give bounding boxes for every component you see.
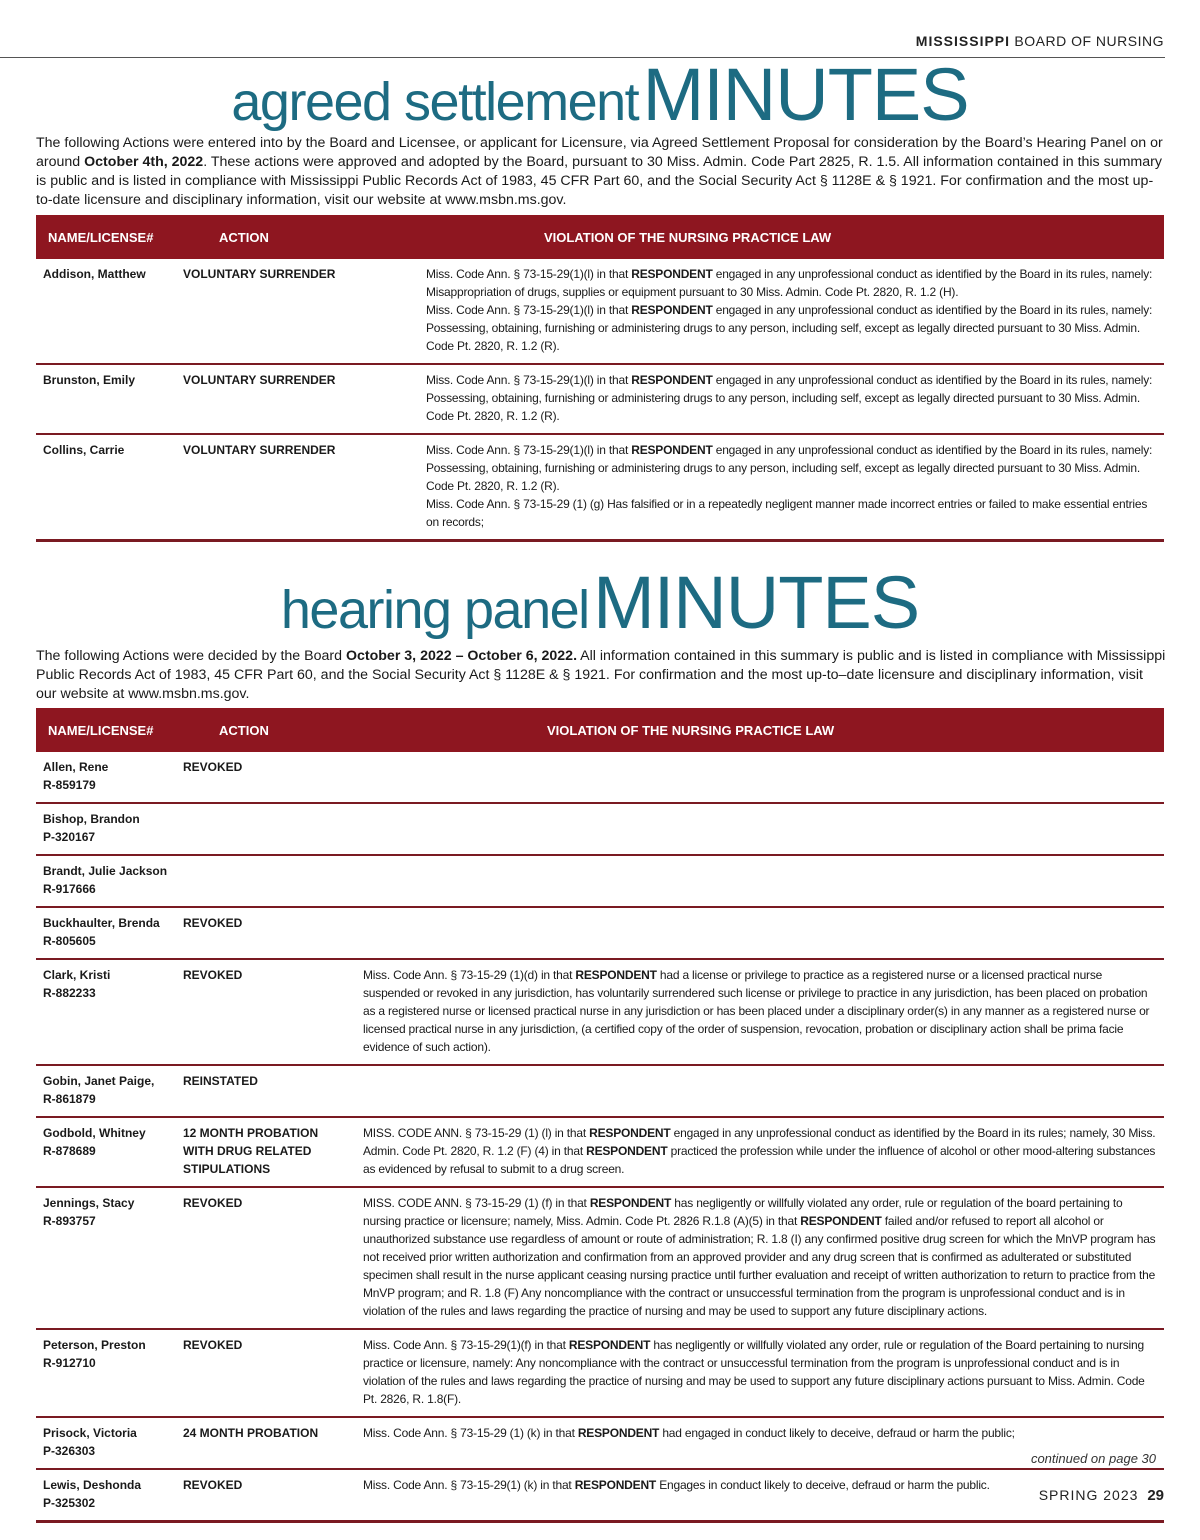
violation-paragraph bbox=[426, 301, 1158, 355]
intro-text: . These actions were approved and adopted by the Board, pursuant to 30 Miss. Admin. Code Part 2825, R. 1.5. All information contained in this summary is public and is listed in compliance with Mississippi Public Records Act of 1983, 45 CFR Part 60, and the Social Security Act § 1128E & § 1921. For confirmation and the most up-to-date licensure and disciplinary information, visit our website at www.msbn.ms.gov. bbox=[36, 154, 1162, 208]
violation-cell bbox=[363, 1187, 1164, 1329]
column-header-violation: VIOLATION OF THE NURSING PRACTICE LAW bbox=[363, 708, 1164, 752]
agreed-title-small: agreed settlement bbox=[231, 72, 639, 132]
action-cell bbox=[177, 803, 363, 855]
violation-cell bbox=[363, 907, 1164, 959]
action-text: REVOKED bbox=[183, 1196, 243, 1210]
action-cell bbox=[177, 364, 426, 434]
action-cell bbox=[177, 1187, 363, 1329]
licensee-name: Jennings, Stacy bbox=[43, 1196, 135, 1210]
licensee-name: Brunston, Emily bbox=[43, 373, 136, 387]
respondent-label: RESPONDENT bbox=[586, 1144, 668, 1158]
licensee-name: Allen, Rene bbox=[43, 760, 109, 774]
name-cell bbox=[36, 907, 177, 959]
table-row bbox=[36, 752, 1164, 803]
violation-cell bbox=[363, 1065, 1164, 1117]
org-name-rest: BOARD OF NURSING bbox=[1014, 33, 1164, 49]
licensee-name: Brandt, Julie Jackson bbox=[43, 864, 168, 878]
action-text: REVOKED bbox=[183, 1478, 243, 1492]
violation-text: had engaged in conduct likely to deceive, defraud or harm the public; bbox=[659, 1426, 1015, 1440]
violation-paragraph bbox=[363, 1124, 1158, 1178]
violation-cell bbox=[363, 1117, 1164, 1187]
violation-paragraph bbox=[426, 495, 1158, 531]
violation-text: Miss. Code Ann. § 73-15-29(1)(l) in that bbox=[426, 373, 632, 387]
hearing-intro-paragraph bbox=[36, 647, 1166, 704]
violation-paragraph bbox=[363, 1336, 1158, 1408]
violation-paragraph bbox=[426, 441, 1158, 495]
violation-text: Miss. Code Ann. § 73-15-29 (1) (k) in that bbox=[363, 1426, 578, 1440]
table-row bbox=[36, 803, 1164, 855]
intro-date-emphasis: October 3, 2022 – October 6, 2022. bbox=[345, 648, 578, 664]
continued-note: continued on page 30 bbox=[1030, 1451, 1156, 1466]
respondent-label: RESPONDENT bbox=[800, 1214, 882, 1228]
action-cell bbox=[177, 752, 363, 803]
table-row bbox=[36, 855, 1164, 907]
license-number: R-912710 bbox=[43, 1356, 96, 1370]
violation-text: Miss. Code Ann. § 73-15-29(1)(l) in that bbox=[426, 303, 632, 317]
violation-text: MISS. CODE ANN. § 73-15-29 (1) (f) in that bbox=[363, 1196, 590, 1210]
licensee-name: Clark, Kristi bbox=[43, 968, 111, 982]
licensee-name: Collins, Carrie bbox=[43, 443, 125, 457]
violation-paragraph bbox=[426, 265, 1158, 301]
license-number: P-325302 bbox=[43, 1496, 96, 1510]
violation-text: Miss. Code Ann. § 73-15-29 (1) (g) Has falsified or in a repeatedly negligent manner made incorrect entries or failed to make essential entries on records; bbox=[426, 497, 1148, 529]
column-header-action: ACTION bbox=[177, 708, 363, 752]
violation-text: Miss. Code Ann. § 73-15-29(1)(l) in that bbox=[426, 267, 632, 281]
violation-cell bbox=[363, 1329, 1164, 1417]
name-cell bbox=[36, 364, 177, 434]
table-row bbox=[36, 1187, 1164, 1329]
violation-text: practiced the profession while under the influence of alcohol or other mood-altering substances as evidenced by refusal to submit to a drug screen. bbox=[363, 1144, 1156, 1176]
violation-paragraph bbox=[426, 371, 1158, 425]
licensee-name: Bishop, Brandon bbox=[43, 812, 140, 826]
agreed-intro-paragraph bbox=[36, 134, 1166, 210]
action-text: VOLUNTARY SURRENDER bbox=[183, 443, 336, 457]
violation-paragraph bbox=[363, 1424, 1158, 1442]
hearing-panel-table bbox=[36, 708, 1164, 1523]
violation-text: MISS. CODE ANN. § 73-15-29 (1) (l) in that bbox=[363, 1126, 590, 1140]
respondent-label: RESPONDENT bbox=[577, 1426, 660, 1440]
violation-text: has negligently or willfully violated any order, rule or regulation of the board pertaining to nursing practice or licensure; namely, Miss. Admin. Code Pt. 2826 R.1.8 (A)(5) in that bbox=[363, 1196, 1123, 1228]
table-row bbox=[36, 907, 1164, 959]
column-header-name: NAME/LICENSE# bbox=[36, 215, 177, 259]
publication-header bbox=[916, 33, 1164, 49]
action-text: REINSTATED bbox=[183, 1074, 258, 1088]
hearing-header-row bbox=[36, 708, 1164, 752]
violation-cell bbox=[363, 803, 1164, 855]
name-cell bbox=[36, 1469, 177, 1522]
violation-cell bbox=[426, 364, 1164, 434]
action-text: VOLUNTARY SURRENDER bbox=[183, 373, 336, 387]
violation-text: failed and/or refused to report all alcohol or unauthorized substance use regardless of amount or route of administration; R. 1.8 (I) any confirmed positive drug screen for which the MnVP program has not received prior written authorization and confirmation from an approved provider and any drug screen that is confirmed as adulterated or substituted specimen shall result in the nurse applicant ceasing nursing practice until further evaluation and receipt of written authorization to return to practice from the MnVP program; and R. 1.8 (F) Any noncompliance with the contract or unsuccessful termination from the program is unprofessional conduct and is in violation of the rules and laws regarding the practice of nursing and may be used to support any future disciplinary actions. bbox=[363, 1214, 1156, 1318]
action-text: REVOKED bbox=[183, 916, 243, 930]
license-number: R-878689 bbox=[43, 1144, 96, 1158]
action-cell bbox=[177, 959, 363, 1065]
agreed-header-row bbox=[36, 215, 1164, 259]
licensee-name: Addison, Matthew bbox=[43, 267, 146, 281]
respondent-label: RESPONDENT bbox=[631, 443, 713, 457]
respondent-label: RESPONDENT bbox=[574, 1478, 657, 1492]
licensee-name: Gobin, Janet Paige, bbox=[43, 1074, 155, 1088]
respondent-label: RESPONDENT bbox=[631, 373, 713, 387]
violation-text: had a license or privilege to practice as a registered nurse or a licensed practical nurse suspended or revoked in any jurisdiction, has voluntarily surrendered such license or privilege to practice in any jurisdiction, has been placed on probation as a registered nurse or licensed practical nurse in any jurisdiction or has been placed under a disciplinary order(s) in any manner as a registered nurse or licensed practical nurse in any jurisdiction, (a certified copy of the order of suspension, revocation, probation or disciplinary action shall be prima facie evidence of such action). bbox=[363, 968, 1150, 1054]
licensee-name: Lewis, Deshonda bbox=[43, 1478, 142, 1492]
name-cell bbox=[36, 752, 177, 803]
action-text: 12 MONTH PROBATION WITH DRUG RELATED STIPULATIONS bbox=[183, 1126, 319, 1176]
agreed-title-big: MINUTES bbox=[642, 53, 969, 136]
table-row bbox=[36, 1117, 1164, 1187]
intro-date-emphasis: October 4th, 2022 bbox=[84, 154, 204, 170]
violation-cell bbox=[426, 259, 1164, 364]
action-cell bbox=[177, 907, 363, 959]
table-row bbox=[36, 1469, 1164, 1522]
violation-cell bbox=[426, 434, 1164, 541]
action-text: VOLUNTARY SURRENDER bbox=[183, 267, 336, 281]
org-name-bold: MISSISSIPPI bbox=[915, 33, 1011, 49]
issue-season: SPRING 2023 bbox=[1038, 1487, 1139, 1503]
violation-text: engaged in any unprofessional conduct as identified by the Board in its rules, namely: Possessing, obtaining, furnishing or administering drugs to any person, including self, except as legally directed pursuant to 30 Miss. Admin. Code Pt. 2820, R. 1.2 (R). bbox=[426, 303, 1153, 353]
violation-text: Miss. Code Ann. § 73-15-29(1)(f) in that bbox=[363, 1338, 569, 1352]
violation-text: has negligently or willfully violated any order, rule or regulation of the Board pertaining to nursing practice or licensure, namely: Any noncompliance with the contract or unsuccessful termination from the program is unprofessional conduct and is in violation of the rules and laws regarding the practice of nursing and may be used to support any future disciplinary actions pursuant to Miss. Admin. Code Pt. 2826, R. 1.8(F). bbox=[363, 1338, 1145, 1406]
violation-text: Miss. Code Ann. § 73-15-29(1)(l) in that bbox=[426, 443, 632, 457]
respondent-label: RESPONDENT bbox=[589, 1196, 672, 1210]
violation-text: Miss. Code Ann. § 73-15-29(1) (k) in that bbox=[363, 1478, 575, 1492]
hearing-title-big: MINUTES bbox=[593, 561, 920, 644]
violation-cell bbox=[363, 752, 1164, 803]
violation-text: Miss. Code Ann. § 73-15-29 (1)(d) in that bbox=[363, 968, 576, 982]
page-footer bbox=[1039, 1487, 1164, 1504]
intro-text: The following Actions were decided by the Board bbox=[36, 648, 346, 664]
violation-text: engaged in any unprofessional conduct as identified by the Board in its rules; namely, 30 Miss. Admin. Code Pt. 2820, R. 1.2 (F) (4) in that bbox=[363, 1126, 1156, 1158]
action-text: 24 MONTH PROBATION bbox=[183, 1426, 319, 1440]
table-row bbox=[36, 364, 1164, 434]
name-cell bbox=[36, 1329, 177, 1417]
violation-paragraph bbox=[363, 1194, 1158, 1320]
violation-text: engaged in any unprofessional conduct as identified by the Board in its rules, namely: Possessing, obtaining, furnishing or administering drugs to any person, including self, except as legally directed pursuant to 30 Miss. Admin. Code Pt. 2820, R. 1.2 (R). bbox=[426, 373, 1153, 423]
violation-paragraph bbox=[363, 966, 1158, 1056]
licensee-name: Prisock, Victoria bbox=[43, 1426, 137, 1440]
action-cell bbox=[177, 1417, 363, 1469]
violation-text: engaged in any unprofessional conduct as identified by the Board in its rules, namely: Misappropriation of drugs, supplies or equipment pursuant to 30 Miss. Admin. Code Pt. 2820, R. 1.2 (H). bbox=[426, 267, 1153, 299]
action-cell bbox=[177, 855, 363, 907]
license-number: R-859179 bbox=[43, 778, 96, 792]
name-cell bbox=[36, 434, 177, 541]
agreed-settlement-table bbox=[36, 215, 1164, 542]
table-row bbox=[36, 259, 1164, 364]
agreed-settlement-title bbox=[0, 52, 1200, 137]
table-row bbox=[36, 434, 1164, 541]
hearing-panel-title bbox=[0, 560, 1200, 645]
licensee-name: Peterson, Preston bbox=[43, 1338, 146, 1352]
name-cell bbox=[36, 1117, 177, 1187]
respondent-label: RESPONDENT bbox=[631, 303, 713, 317]
intro-text: All information contained in this summary is public and is listed in compliance with Mississippi Public Records Act of 1983, 45 CFR Part 60, and the Social Security Act § 1128E & § 1921. For confirmation and the most up-to–date licensure and disciplinary information, visit our website at www.msbn.ms.gov. bbox=[36, 648, 1166, 702]
name-cell bbox=[36, 1417, 177, 1469]
table-row bbox=[36, 959, 1164, 1065]
name-cell bbox=[36, 959, 177, 1065]
licensee-name: Buckhaulter, Brenda bbox=[43, 916, 160, 930]
table-row bbox=[36, 1065, 1164, 1117]
action-cell bbox=[177, 1329, 363, 1417]
respondent-label: RESPONDENT bbox=[631, 267, 713, 281]
page-number: 29 bbox=[1147, 1487, 1164, 1504]
action-cell bbox=[177, 1117, 363, 1187]
action-cell bbox=[177, 259, 426, 364]
action-cell bbox=[177, 434, 426, 541]
license-number: R-805605 bbox=[43, 934, 96, 948]
license-number: R-893757 bbox=[43, 1214, 96, 1228]
licensee-name: Godbold, Whitney bbox=[43, 1126, 146, 1140]
violation-cell bbox=[363, 959, 1164, 1065]
hearing-title-small: hearing panel bbox=[280, 580, 589, 640]
action-cell bbox=[177, 1065, 363, 1117]
intro-text: The following Actions were entered into by the Board and Licensee, or applicant for Licensure, via Agreed Settlement Proposal for consideration by the Board’s Hearing Panel on or around bbox=[36, 135, 1163, 170]
name-cell bbox=[36, 259, 177, 364]
column-header-name: NAME/LICENSE# bbox=[36, 708, 177, 752]
action-cell bbox=[177, 1469, 363, 1522]
name-cell bbox=[36, 855, 177, 907]
column-header-violation: VIOLATION OF THE NURSING PRACTICE LAW bbox=[426, 215, 1164, 259]
table-row bbox=[36, 1329, 1164, 1417]
license-number: P-326303 bbox=[43, 1444, 96, 1458]
license-number: R-861879 bbox=[43, 1092, 96, 1106]
column-header-action: ACTION bbox=[177, 215, 426, 259]
respondent-label: RESPONDENT bbox=[568, 1338, 651, 1352]
violation-cell bbox=[363, 855, 1164, 907]
violation-text: Engages in conduct likely to deceive, defraud or harm the public. bbox=[656, 1478, 990, 1492]
name-cell bbox=[36, 803, 177, 855]
action-text: REVOKED bbox=[183, 968, 243, 982]
name-cell bbox=[36, 1065, 177, 1117]
table-row bbox=[36, 1417, 1164, 1469]
name-cell bbox=[36, 1187, 177, 1329]
action-text: REVOKED bbox=[183, 1338, 243, 1352]
action-text: REVOKED bbox=[183, 760, 243, 774]
violation-text: engaged in any unprofessional conduct as identified by the Board in its rules, namely: Possessing, obtaining, furnishing or administering drugs to any person, including self, except as legally directed pursuant to 30 Miss. Admin. Code Pt. 2820, R. 1.2 (R). bbox=[426, 443, 1153, 493]
license-number: R-917666 bbox=[43, 882, 96, 896]
license-number: R-882233 bbox=[43, 986, 96, 1000]
license-number: P-320167 bbox=[43, 830, 96, 844]
respondent-label: RESPONDENT bbox=[575, 968, 657, 982]
respondent-label: RESPONDENT bbox=[589, 1126, 671, 1140]
